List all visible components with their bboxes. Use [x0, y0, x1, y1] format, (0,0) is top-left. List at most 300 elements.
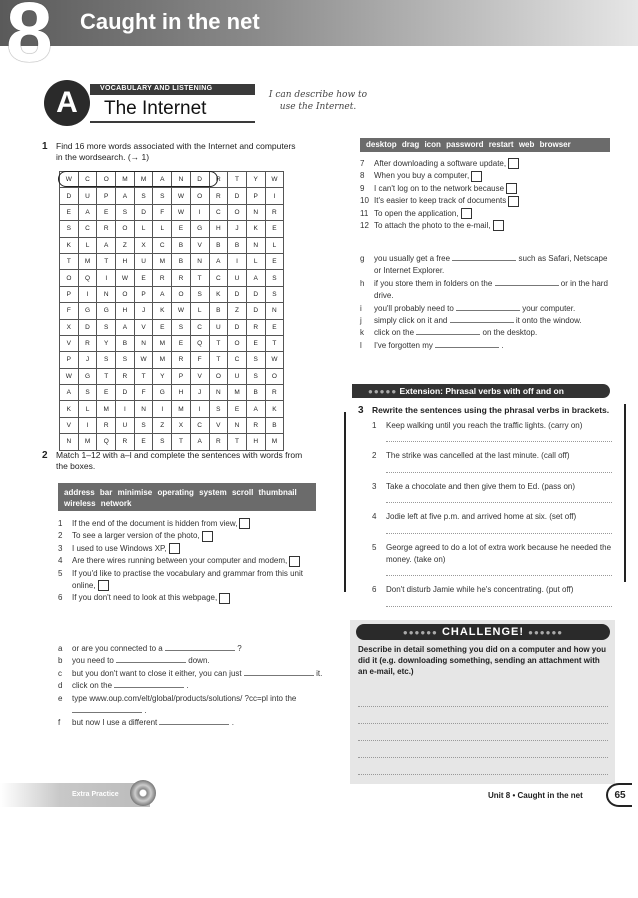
wordsearch-cell: L — [265, 237, 284, 253]
wordsearch-cell: N — [60, 434, 79, 450]
wordsearch-cell: S — [172, 319, 191, 335]
answer-blank[interactable] — [114, 687, 184, 688]
wordsearch-row — [60, 352, 284, 368]
item-number: 6 — [58, 593, 63, 603]
wordsearch-cell: X — [60, 319, 79, 335]
answer-blank[interactable] — [159, 724, 229, 725]
answer-box[interactable] — [98, 580, 109, 591]
extension-title: ●●●●● Extension: Phrasal verbs with off and on — [368, 386, 564, 396]
wordsearch-cell: S — [60, 221, 79, 237]
wordsearch-cell: V — [190, 237, 209, 253]
wordsearch-cell: I — [97, 270, 116, 286]
wordsearch-cell: M — [78, 434, 97, 450]
rewrite-item: 5 George agreed to do a lot of extra work because he needed the money. (take on) — [372, 542, 612, 577]
wordsearch-cell: R — [97, 221, 116, 237]
wordsearch-cell: D — [246, 303, 265, 319]
answer-blank[interactable] — [450, 322, 514, 323]
numbered-sentence: 3 I used to use Windows XP, — [58, 543, 323, 555]
wordsearch-cell: K — [60, 237, 79, 253]
wordsearch-cell: A — [246, 401, 265, 417]
wordsearch-cell: M — [116, 172, 135, 188]
wordsearch-cell: Q — [97, 434, 116, 450]
item-number: l — [360, 340, 362, 350]
answer-blank[interactable] — [72, 712, 142, 713]
lettered-sentence: j simply click on it and it onto the window. — [360, 315, 615, 327]
wordsearch-row — [60, 188, 284, 204]
wordsearch-cell: R — [78, 335, 97, 351]
wordsearch-cell: T — [60, 253, 79, 269]
wordsearch-cell: F — [153, 204, 172, 220]
answer-line[interactable] — [358, 707, 608, 724]
item-number: 12 — [360, 220, 369, 230]
wordsearch-cell: D — [228, 286, 247, 302]
lettered-sentences-list-2 — [360, 253, 615, 352]
wordsearch-cell: K — [209, 286, 228, 302]
item-number: 1 — [58, 519, 63, 528]
wordsearch-cell: C — [228, 352, 247, 368]
wordsearch-cell: V — [60, 417, 79, 433]
wordsearch-cell: O — [209, 368, 228, 384]
wordsearch-cell: M — [228, 385, 247, 401]
wordsearch-cell: C — [209, 204, 228, 220]
answer-line[interactable] — [358, 690, 608, 707]
wordsearch-cell: O — [97, 172, 116, 188]
wordsearch-cell: A — [78, 204, 97, 220]
rewrite-sentences-list — [372, 420, 612, 615]
wordsearch-cell: R — [209, 188, 228, 204]
item-number: e — [58, 693, 63, 703]
lettered-sentence: k click on the on the desktop. — [360, 327, 615, 339]
wordsearch-cell: B — [116, 335, 135, 351]
unit-number: 8 — [6, 0, 53, 79]
wordsearch-cell: B — [265, 417, 284, 433]
wordsearch-row — [60, 385, 284, 401]
answer-box[interactable] — [493, 220, 504, 231]
section-underline — [90, 121, 255, 123]
wordsearch-cell: T — [265, 335, 284, 351]
answer-blank[interactable] — [452, 260, 516, 261]
answer-box[interactable] — [506, 183, 517, 194]
wordsearch-cell: L — [134, 221, 153, 237]
wordsearch-cell: C — [153, 237, 172, 253]
wordsearch-cell: R — [116, 434, 135, 450]
item-number: i — [360, 303, 362, 313]
answer-line[interactable] — [386, 432, 612, 442]
answer-box[interactable] — [169, 543, 180, 554]
item-number: j — [360, 315, 362, 325]
challenge-title: ●●●●●● CHALLENGE! ●●●●●● — [402, 626, 564, 638]
wordsearch-cell: Z — [228, 303, 247, 319]
item-number: 7 — [360, 159, 365, 168]
wordsearch-cell: S — [265, 286, 284, 302]
wordsearch-cell: I — [116, 401, 135, 417]
lettered-sentence: h if you store them in folders on the or in the hard drive. — [360, 278, 615, 303]
wordsearch-cell: D — [246, 286, 265, 302]
wordsearch-cell: J — [228, 221, 247, 237]
wordsearch-row — [60, 417, 284, 433]
answer-box[interactable] — [219, 593, 230, 604]
wordsearch-cell: M — [97, 401, 116, 417]
numbered-sentence: 11 To open the application, — [360, 208, 615, 220]
numbered-sentence: 8 When you buy a computer, — [360, 170, 615, 182]
answer-line[interactable] — [386, 597, 612, 607]
wordsearch-cell: I — [228, 253, 247, 269]
wordsearch-cell: P — [60, 286, 79, 302]
wordsearch-cell: X — [134, 237, 153, 253]
item-number: g — [360, 254, 365, 263]
wordsearch-cell: W — [60, 368, 79, 384]
wordsearch-cell: G — [190, 221, 209, 237]
wordsearch-cell: T — [209, 335, 228, 351]
answer-box[interactable] — [239, 518, 250, 529]
lettered-sentence: f but now I use a different . — [58, 717, 323, 729]
wordsearch-cell: B — [209, 237, 228, 253]
wordsearch-cell: O — [228, 204, 247, 220]
wordsearch-cell: S — [265, 270, 284, 286]
wordsearch-cell: U — [134, 253, 153, 269]
wordsearch-cell: R — [265, 385, 284, 401]
item-number: 3 — [58, 543, 63, 553]
numbered-sentence: 10 It's easier to keep track of documents — [360, 195, 615, 207]
wordsearch-cell: A — [153, 172, 172, 188]
wordsearch-cell: Y — [97, 335, 116, 351]
answer-lines — [358, 690, 608, 775]
wordsearch-cell: V — [134, 319, 153, 335]
wordsearch-cell: W — [265, 172, 284, 188]
wordsearch-cell: R — [209, 172, 228, 188]
wordsearch-cell: O — [172, 286, 191, 302]
answer-blank[interactable] — [456, 310, 520, 311]
lettered-sentence: c but you don't want to close it either, you can just it. — [58, 668, 323, 680]
wordsearch-cell: S — [134, 417, 153, 433]
lettered-sentence: b you need to down. — [58, 655, 323, 667]
wordsearch-cell: T — [97, 253, 116, 269]
word-box-2: desktop drag icon password restart web browser — [360, 138, 610, 152]
wordsearch-cell: E — [265, 253, 284, 269]
wordsearch-cell: K — [153, 303, 172, 319]
challenge-text: Describe in detail something you did on a computer and how you did it (e.g. downloading something, sending an attachment with an e-mail, etc.) — [358, 645, 607, 676]
exercise-number: 2 — [42, 450, 48, 461]
item-number: c — [58, 668, 62, 678]
wordsearch-cell: R — [116, 368, 135, 384]
wordsearch-row — [60, 237, 284, 253]
wordsearch-cell: M — [134, 172, 153, 188]
item-number: a — [58, 644, 63, 653]
numbered-sentences-list — [58, 518, 323, 605]
wordsearch-cell: D — [228, 319, 247, 335]
wordsearch-cell: E — [97, 204, 116, 220]
section-label: VOCABULARY AND LISTENING — [100, 85, 213, 92]
wordsearch-cell: Q — [190, 335, 209, 351]
numbered-sentence: 12 To attach the photo to the e-mail, — [360, 220, 615, 232]
wordsearch-cell: B — [172, 237, 191, 253]
lettered-sentence: l I've forgotten my . — [360, 340, 615, 352]
answer-blank[interactable] — [244, 675, 314, 676]
can-do-statement: I can describe how to use the Internet. — [268, 90, 368, 113]
item-number: 9 — [360, 183, 365, 193]
wordsearch-cell: S — [246, 368, 265, 384]
wordsearch-cell: E — [60, 204, 79, 220]
numbered-sentence: 4 Are there wires running between your computer and modem, — [58, 555, 323, 567]
cd-icon — [130, 780, 156, 806]
answer-line[interactable] — [358, 758, 608, 775]
wordsearch-cell: E — [134, 270, 153, 286]
wordsearch-cell: F — [190, 352, 209, 368]
wordsearch-cell: P — [246, 188, 265, 204]
answer-box[interactable] — [508, 196, 519, 207]
wordsearch-cell: E — [153, 319, 172, 335]
wordsearch-cell: T — [97, 368, 116, 384]
wordsearch-cell: T — [228, 172, 247, 188]
wordsearch-cell: E — [265, 319, 284, 335]
wordsearch-cell: Q — [78, 270, 97, 286]
wordsearch-cell: C — [78, 221, 97, 237]
wordsearch-cell: W — [172, 303, 191, 319]
answer-line[interactable] — [386, 566, 612, 576]
answer-box[interactable] — [202, 531, 213, 542]
answer-line[interactable] — [358, 741, 608, 758]
wordsearch-cell: U — [209, 319, 228, 335]
wordsearch-cell: Y — [246, 172, 265, 188]
wordsearch-cell: U — [78, 188, 97, 204]
wordsearch-cell: S — [246, 352, 265, 368]
wordsearch-cell: A — [246, 270, 265, 286]
wordsearch-cell: B — [228, 237, 247, 253]
lettered-sentence: d click on the . — [58, 680, 323, 692]
extra-practice-label: Extra Practice — [72, 791, 119, 798]
wordsearch-cell: I — [265, 188, 284, 204]
item-number: d — [58, 681, 63, 691]
wordsearch-cell: R — [172, 352, 191, 368]
answer-blank[interactable] — [116, 662, 186, 663]
wordsearch-row — [60, 253, 284, 269]
wordsearch-cell: P — [134, 286, 153, 302]
answer-line[interactable] — [386, 524, 612, 534]
wordsearch-cell: A — [153, 286, 172, 302]
wordsearch-cell: S — [190, 286, 209, 302]
wordsearch-cell: H — [116, 303, 135, 319]
rewrite-item: 6 Don't disturb Jamie while he's concentrating. (put off) — [372, 584, 612, 606]
wordsearch-cell: H — [116, 253, 135, 269]
wordsearch-cell: W — [60, 172, 79, 188]
wordsearch-cell: A — [209, 253, 228, 269]
wordsearch-cell: N — [209, 385, 228, 401]
wordsearch-cell: S — [97, 352, 116, 368]
wordsearch-cell: E — [246, 335, 265, 351]
wordsearch-cell: N — [265, 303, 284, 319]
wordsearch-cell: L — [78, 401, 97, 417]
numbered-sentence: 6 If you don't need to look at this webpage, — [58, 592, 323, 604]
wordsearch-cell: D — [134, 204, 153, 220]
wordsearch-cell: K — [246, 221, 265, 237]
wordsearch-cell: B — [209, 303, 228, 319]
wordsearch-row — [60, 303, 284, 319]
wordsearch-cell: P — [60, 352, 79, 368]
wordsearch-cell: N — [246, 237, 265, 253]
wordsearch-cell: I — [78, 417, 97, 433]
answer-line[interactable] — [386, 493, 612, 503]
item-number: b — [58, 656, 63, 666]
wordsearch-cell: P — [97, 188, 116, 204]
wordsearch-cell: G — [78, 368, 97, 384]
wordsearch-cell: W — [172, 204, 191, 220]
wordsearch-cell: G — [78, 303, 97, 319]
wordsearch-row — [60, 401, 284, 417]
wordsearch-cell: T — [134, 368, 153, 384]
wordsearch-cell: V — [60, 335, 79, 351]
wordsearch-cell: D — [190, 172, 209, 188]
wordsearch-cell: E — [172, 335, 191, 351]
wordsearch-cell: R — [265, 204, 284, 220]
wordsearch-cell: B — [246, 385, 265, 401]
rewrite-item: 1 Keep walking until you reach the traffic lights. (carry on) — [372, 420, 612, 442]
wordsearch-cell: O — [60, 270, 79, 286]
wordsearch-cell: F — [134, 385, 153, 401]
item-number: f — [58, 718, 61, 728]
wordsearch-cell: C — [78, 172, 97, 188]
item-number: 8 — [360, 171, 365, 181]
lettered-sentences-list — [58, 643, 323, 730]
arrow-right-icon — [624, 404, 626, 582]
wordsearch-cell: P — [172, 368, 191, 384]
wordsearch-cell: L — [190, 303, 209, 319]
wordsearch-cell: N — [97, 286, 116, 302]
wordsearch-cell: U — [116, 417, 135, 433]
wordsearch-cell: U — [228, 368, 247, 384]
exercise-number: 3 — [358, 405, 364, 416]
answer-blank[interactable] — [416, 334, 480, 335]
lettered-sentence: a or are you connected to a ? — [58, 643, 323, 655]
unit-title: Caught in the net — [80, 9, 260, 34]
wordsearch-cell: A — [116, 319, 135, 335]
wordsearch-cell: H — [209, 221, 228, 237]
item-number: h — [360, 278, 365, 288]
section-title: The Internet — [104, 98, 207, 119]
wordsearch-cell: M — [265, 434, 284, 450]
wordsearch-cell: R — [153, 270, 172, 286]
wordsearch-cell: R — [209, 434, 228, 450]
wordsearch-cell: L — [78, 237, 97, 253]
numbered-sentence: 7 After downloading a software update, — [360, 158, 615, 170]
wordsearch-cell: T — [172, 434, 191, 450]
wordsearch-cell: H — [246, 434, 265, 450]
wordsearch-cell: W — [172, 188, 191, 204]
wordsearch-cell: S — [116, 204, 135, 220]
wordsearch-cell: A — [97, 237, 116, 253]
wordsearch-cell: R — [246, 319, 265, 335]
wordsearch-cell: T — [190, 270, 209, 286]
wordsearch-cell: T — [228, 434, 247, 450]
wordsearch-cell: J — [190, 385, 209, 401]
wordsearch-cell: N — [228, 417, 247, 433]
wordsearch-cell: E — [97, 385, 116, 401]
wordsearch-cell: M — [153, 352, 172, 368]
rewrite-item: 3 Take a chocolate and then give them to Ed. (pass on) — [372, 481, 612, 503]
wordsearch-cell: F — [60, 303, 79, 319]
wordsearch-row — [60, 434, 284, 450]
numbered-sentence: 2 To see a larger version of the photo, — [58, 530, 323, 542]
wordsearch-cell: Z — [116, 237, 135, 253]
item-number: k — [360, 328, 364, 338]
item-number: 4 — [58, 556, 63, 566]
wordsearch-cell: D — [60, 188, 79, 204]
wordsearch-cell: N — [134, 335, 153, 351]
wordsearch-cell: S — [78, 385, 97, 401]
answer-blank[interactable] — [435, 347, 499, 348]
answer-box[interactable] — [508, 158, 519, 169]
answer-box[interactable] — [289, 556, 300, 567]
wordsearch-cell: N — [172, 172, 191, 188]
wordsearch-cell: N — [190, 253, 209, 269]
wordsearch-cell: G — [97, 303, 116, 319]
wordsearch-cell: E — [228, 401, 247, 417]
numbered-sentence: 5 If you'd like to practise the vocabulary and grammar from this unit online, — [58, 568, 323, 593]
item-number: 5 — [58, 568, 63, 578]
wordsearch-cell: W — [265, 352, 284, 368]
wordsearch-row — [60, 204, 284, 220]
numbered-sentence: 1 If the end of the document is hidden from view, — [58, 518, 323, 530]
wordsearch-row — [60, 286, 284, 302]
wordsearch-cell: M — [78, 253, 97, 269]
wordsearch-cell: X — [172, 417, 191, 433]
wordsearch-cell: N — [246, 204, 265, 220]
exercise-instruction: Rewrite the sentences using the phrasal verbs in brackets. — [372, 405, 610, 415]
wordsearch-cell: A — [116, 188, 135, 204]
wordsearch-cell: M — [153, 335, 172, 351]
answer-blank[interactable] — [495, 285, 559, 286]
answer-box[interactable] — [461, 208, 472, 219]
item-number: 11 — [360, 208, 369, 218]
wordsearch-cell: I — [190, 401, 209, 417]
wordsearch-cell: M — [172, 401, 191, 417]
wordsearch-cell: E — [172, 221, 191, 237]
wordsearch-cell: S — [153, 188, 172, 204]
wordsearch-cell: B — [172, 253, 191, 269]
numbered-sentences-list-2 — [360, 158, 615, 232]
wordsearch-row — [60, 221, 284, 237]
word-box-1: address bar minimise operating system scroll thumbnail wireless network — [58, 483, 316, 511]
answer-line[interactable] — [358, 724, 608, 741]
wordsearch-cell: M — [153, 253, 172, 269]
wordsearch-cell: I — [190, 204, 209, 220]
page-number: 65 — [606, 783, 632, 807]
wordsearch-cell: I — [78, 286, 97, 302]
lettered-sentence: g you usually get a free such as Safari, Netscape or Internet Explorer. — [360, 253, 615, 278]
wordsearch-cell: D — [116, 385, 135, 401]
answer-blank[interactable] — [165, 650, 235, 651]
wordsearch-cell: T — [209, 352, 228, 368]
wordsearch-cell: O — [116, 221, 135, 237]
wordsearch-row — [60, 368, 284, 384]
wordsearch-cell: I — [153, 401, 172, 417]
wordsearch-cell: S — [209, 401, 228, 417]
wordsearch-cell: O — [190, 188, 209, 204]
wordsearch-cell: J — [134, 303, 153, 319]
wordsearch-cell: H — [172, 385, 191, 401]
wordsearch-cell: O — [116, 286, 135, 302]
answer-box[interactable] — [471, 171, 482, 182]
wordsearch-cell: L — [153, 221, 172, 237]
wordsearch-cell: S — [153, 434, 172, 450]
wordsearch-cell: V — [209, 417, 228, 433]
wordsearch-cell: C — [190, 417, 209, 433]
arrow-left-icon — [344, 412, 346, 592]
wordsearch-cell: R — [172, 270, 191, 286]
answer-line[interactable] — [386, 463, 612, 473]
wordsearch-cell: A — [190, 434, 209, 450]
exercise-instruction: Find 16 more words associated with the Internet and computers in the wordsearch. (→ 1) — [56, 141, 296, 163]
wordsearch-cell: G — [153, 385, 172, 401]
